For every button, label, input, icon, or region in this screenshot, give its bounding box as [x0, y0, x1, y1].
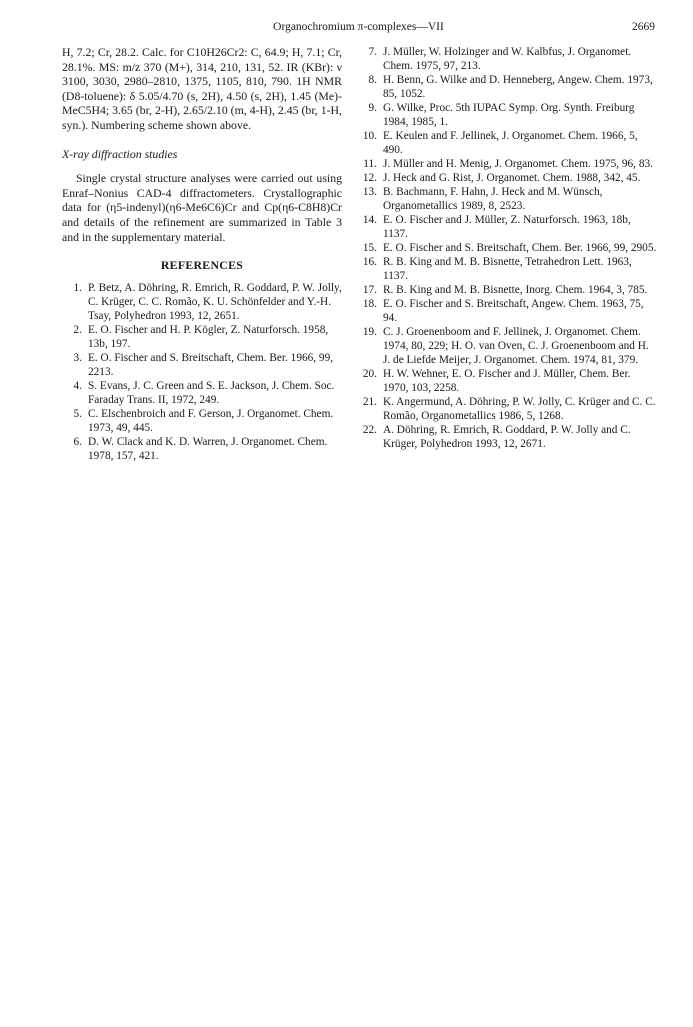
reference-number: 4. — [73, 379, 82, 392]
reference-text: E. O. Fischer and S. Breitschaft, Chem. Ber. 1966, 99, 2213. — [88, 351, 334, 378]
reference-number: 15. — [362, 242, 377, 254]
reference-number: 21. — [362, 396, 377, 408]
reference-number: 20. — [362, 368, 377, 380]
reference-text: D. W. Clack and K. D. Warren, J. Organomet. Chem. 1978, 157, 421. — [88, 435, 328, 462]
reference-text: J. Müller and H. Menig, J. Organomet. Chem. 1975, 96, 83. — [383, 158, 653, 170]
reference-item — [357, 395, 657, 423]
reference-item — [62, 435, 342, 463]
reference-number: 12. — [362, 172, 377, 184]
reference-number: 2. — [73, 323, 82, 336]
reference-text: A. Döhring, R. Emrich, R. Goddard, P. W. Jolly and C. Krüger, Polyhedron 1993, 12, 2671. — [383, 424, 631, 450]
reference-text: E. O. Fischer and H. P. Kögler, Z. Naturforsch. 1958, 13b, 197. — [88, 323, 329, 350]
reference-number: 10. — [362, 130, 377, 142]
reference-item — [357, 241, 657, 255]
reference-text: H. W. Wehner, E. O. Fischer and J. Müller, Chem. Ber. 1970, 103, 2258. — [383, 368, 631, 394]
reference-number: 1. — [73, 281, 82, 294]
reference-text: E. O. Fischer and J. Müller, Z. Naturforsch. 1963, 18b, 1137. — [383, 214, 631, 240]
reference-item — [357, 255, 657, 283]
section-title: X-ray diffraction studies — [62, 146, 178, 161]
reference-item — [357, 101, 657, 129]
reference-item — [357, 367, 657, 395]
reference-number: 3. — [73, 351, 82, 364]
reference-text: G. Wilke, Proc. 5th IUPAC Symp. Org. Synth. Freiburg 1984, 1985, 1. — [383, 102, 635, 128]
reference-text: C. Elschenbroich and F. Gerson, J. Organomet. Chem. 1973, 49, 445. — [88, 407, 334, 434]
reference-text: J. Heck and G. Rist, J. Organomet. Chem. 1988, 342, 45. — [383, 172, 641, 184]
xray-paragraph: Single crystal structure analyses were carried out using Enraf–Nonius CAD-4 diffractometers. Crystallographic data for (η5-indenyl)(η6-Me6C6)Cr and Cp(η6-C8H8)Cr and details of the refinement are summarized in Table 3 and in the supplementary material. — [62, 171, 342, 244]
reference-number: 16. — [362, 256, 377, 268]
left-column — [62, 45, 342, 463]
page-number: 2669 — [632, 21, 655, 33]
reference-number: 14. — [362, 214, 377, 226]
reference-number: 17. — [362, 284, 377, 296]
reference-item — [357, 171, 657, 185]
running-header — [62, 21, 655, 37]
reference-item — [357, 157, 657, 171]
references-heading: REFERENCES — [160, 258, 244, 273]
reference-text: R. B. King and M. B. Bisnette, Tetrahedron Lett. 1963, 1137. — [383, 256, 632, 282]
references-list-left — [62, 281, 342, 463]
reference-number: 8. — [368, 74, 377, 86]
reference-item — [62, 323, 342, 351]
reference-item — [357, 297, 657, 325]
reference-text: R. B. King and M. B. Bisnette, Inorg. Chem. 1964, 3, 785. — [383, 284, 648, 296]
running-title: Organochromium π-complexes—VII — [273, 21, 444, 33]
reference-item — [357, 213, 657, 241]
reference-text: P. Betz, A. Döhring, R. Emrich, R. Goddard, P. W. Jolly, C. Krüger, C. C. Romão, K. U. Schönfelder and Y.-H. Tsay, Polyhedron 1993, 12, 2651. — [88, 281, 342, 322]
reference-text: K. Angermund, A. Döhring, P. W. Jolly, C. Krüger and C. C. Romão, Organometallics 1986, 5, 1268. — [383, 396, 656, 422]
reference-text: B. Bachmann, F. Hahn, J. Heck and M. Wünsch, Organometallics 1989, 8, 2523. — [383, 186, 603, 212]
reference-number: 19. — [362, 326, 377, 338]
reference-item — [62, 281, 342, 323]
reference-text: E. O. Fischer and S. Breitschaft, Chem. Ber. 1966, 99, 2905. — [383, 242, 657, 254]
reference-item — [357, 185, 657, 213]
reference-number: 6. — [73, 435, 82, 448]
reference-item — [357, 283, 657, 297]
reference-text: H. Benn, G. Wilke and D. Henneberg, Angew. Chem. 1973, 85, 1052. — [383, 74, 653, 100]
reference-item — [62, 407, 342, 435]
reference-item — [357, 45, 657, 73]
right-column — [357, 45, 657, 451]
reference-text: S. Evans, J. C. Green and S. E. Jackson, J. Chem. Soc. Faraday Trans. II, 1972, 249. — [88, 379, 335, 406]
experimental-data-paragraph: H, 7.2; Cr, 28.2. Calc. for C10H26Cr2: C, 64.9; H, 7.1; Cr, 28.1%. MS: m/z 370 (M+), 314, 210, 131, 52. IR (KBr): ν 3100, 3030, 2980–2810, 1375, 1105, 810, 790. 1H NMR (D8-toluene): δ 5.05/4.70 (s, 2H), 4.50 (s, 2H), 1.45 (Me)-MeC5H4; 3.65 (br, 2-H), 2.65/2.10 (m, 4-H), 2.45 (br, 1-H, syn.). Numbering scheme shown above. — [62, 45, 342, 132]
reference-number: 7. — [368, 46, 377, 58]
reference-text: E. Keulen and F. Jellinek, J. Organomet. Chem. 1966, 5, 490. — [383, 130, 638, 156]
reference-text: E. O. Fischer and S. Breitschaft, Angew. Chem. 1963, 75, 94. — [383, 298, 644, 324]
reference-item — [357, 73, 657, 101]
reference-number: 22. — [362, 424, 377, 436]
reference-item — [357, 129, 657, 157]
reference-number: 5. — [73, 407, 82, 420]
reference-item — [357, 325, 657, 367]
reference-item — [357, 423, 657, 451]
references-list-right — [357, 45, 657, 451]
reference-number: 9. — [368, 102, 377, 114]
reference-item — [62, 351, 342, 379]
reference-number: 13. — [362, 186, 377, 198]
reference-text: J. Müller, W. Holzinger and W. Kalbfus, J. Organomet. Chem. 1975, 97, 213. — [383, 46, 632, 72]
reference-item — [62, 379, 342, 407]
reference-text: C. J. Groenenboom and F. Jellinek, J. Organomet. Chem. 1974, 80, 229; H. O. van Oven, C. J. Groenenboom and H. J. de Liefde Meijer, J. Organomet. Chem. 1974, 81, 379. — [383, 326, 649, 366]
reference-number: 18. — [362, 298, 377, 310]
reference-number: 11. — [363, 158, 377, 170]
